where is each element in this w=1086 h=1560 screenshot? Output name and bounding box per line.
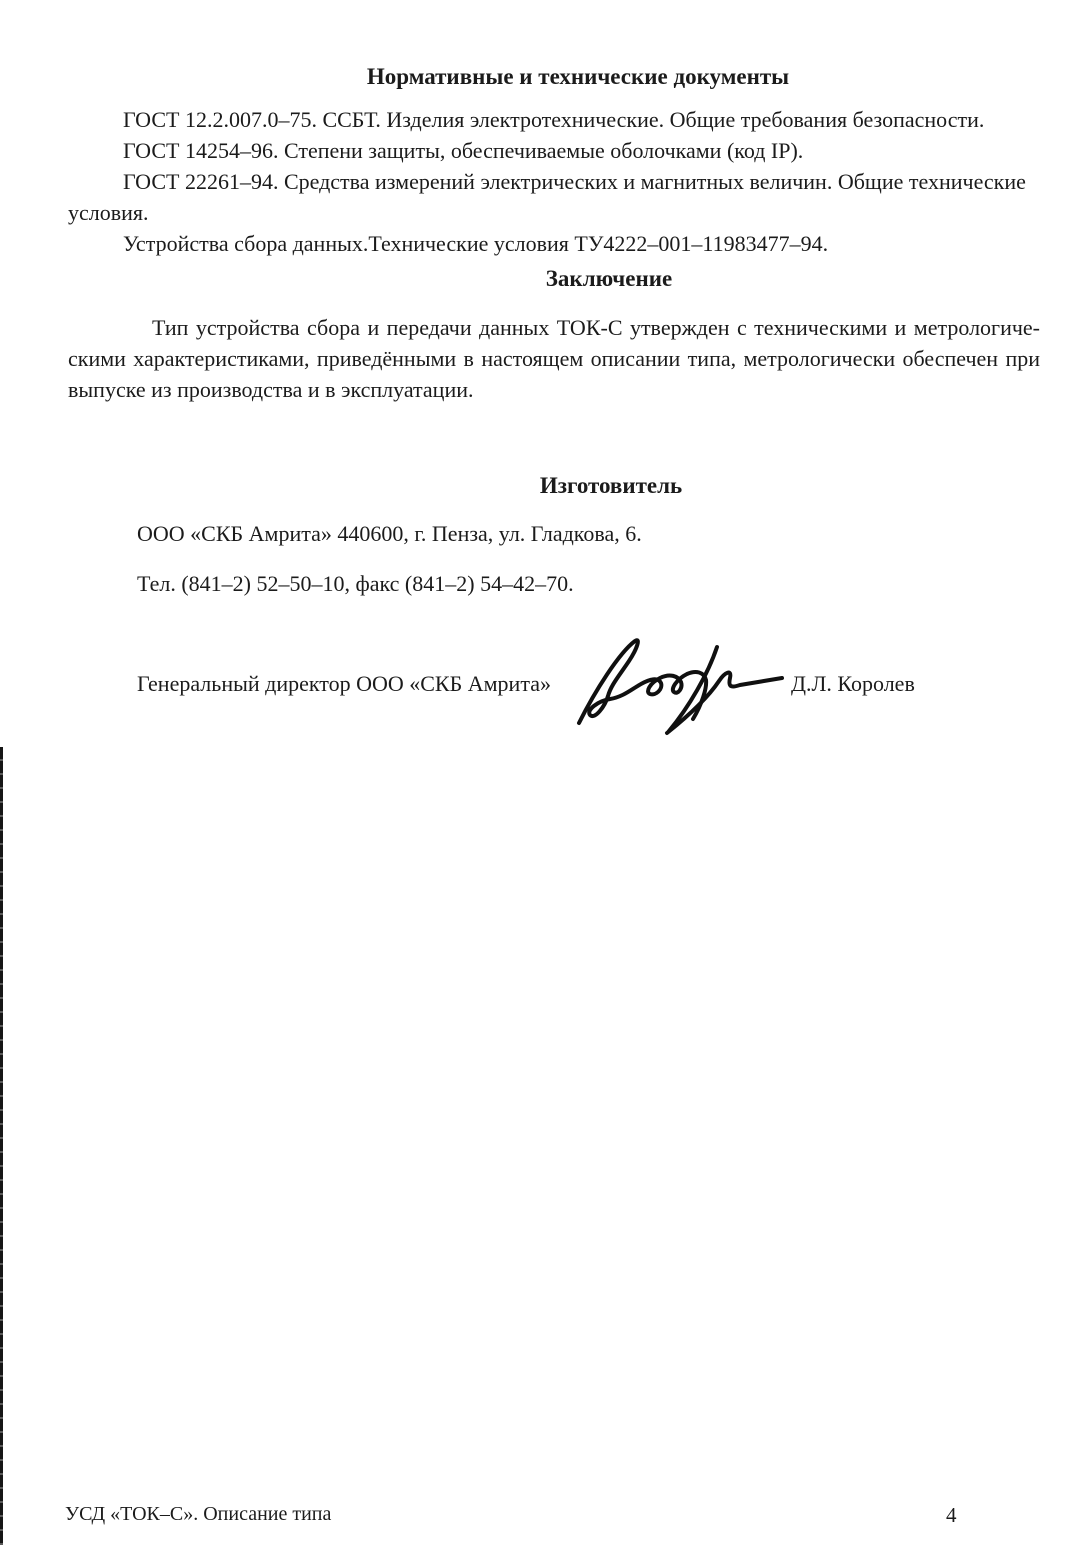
conclusion-paragraph (68, 312, 1040, 405)
section-heading-normative-documents: Нормативные и технические документы (366, 64, 790, 89)
signature-block (68, 619, 1040, 749)
scan-edge-artifact (0, 747, 3, 1545)
conclusion-line: выпуске из производства и в эксплуатации. (68, 377, 474, 402)
normative-line-wrap: условия. (68, 200, 149, 225)
conclusion-line: скими характеристиками, приведёнными в настоящем описании типа, метрологически обеспечен при (68, 346, 1040, 371)
signatory-name: Д.Л. Королев (790, 671, 915, 696)
conclusion-line: Тип устройства сбора и передачи данных ТОК-С утвержден с техническими и метрологиче- (152, 315, 1040, 340)
section-heading-manufacturer: Изготовитель (539, 473, 683, 498)
manufacturer-address: ООО «СКБ Амрита» 440600, г. Пенза, ул. Гладкова, 6. (137, 521, 642, 546)
section-heading-conclusion: Заключение (545, 266, 673, 291)
normative-line: Устройства сбора данных.Технические условия ТУ4222–001–11983477–94. (123, 231, 829, 256)
normative-line: ГОСТ 22261–94. Средства измерений электрических и магнитных величин. Общие технические (123, 169, 1026, 194)
document-content (68, 0, 1040, 749)
manufacturer-phone: Тел. (841–2) 52–50–10, факс (841–2) 54–42–70. (137, 571, 574, 596)
signatory-role: Генеральный директор ООО «СКБ Амрита» (137, 671, 551, 696)
footer-page-number: 4 (946, 1503, 957, 1527)
normative-line: ГОСТ 12.2.007.0–75. ССБТ. Изделия электротехнические. Общие требования безопасности. (123, 107, 985, 132)
footer-document-label: УСД «ТОК–С». Описание типа (65, 1503, 332, 1525)
handwritten-signature-icon (565, 619, 785, 749)
normative-documents-list (68, 104, 1040, 259)
normative-line: ГОСТ 14254–96. Степени защиты, обеспечиваемые оболочками (код IP). (123, 138, 804, 163)
